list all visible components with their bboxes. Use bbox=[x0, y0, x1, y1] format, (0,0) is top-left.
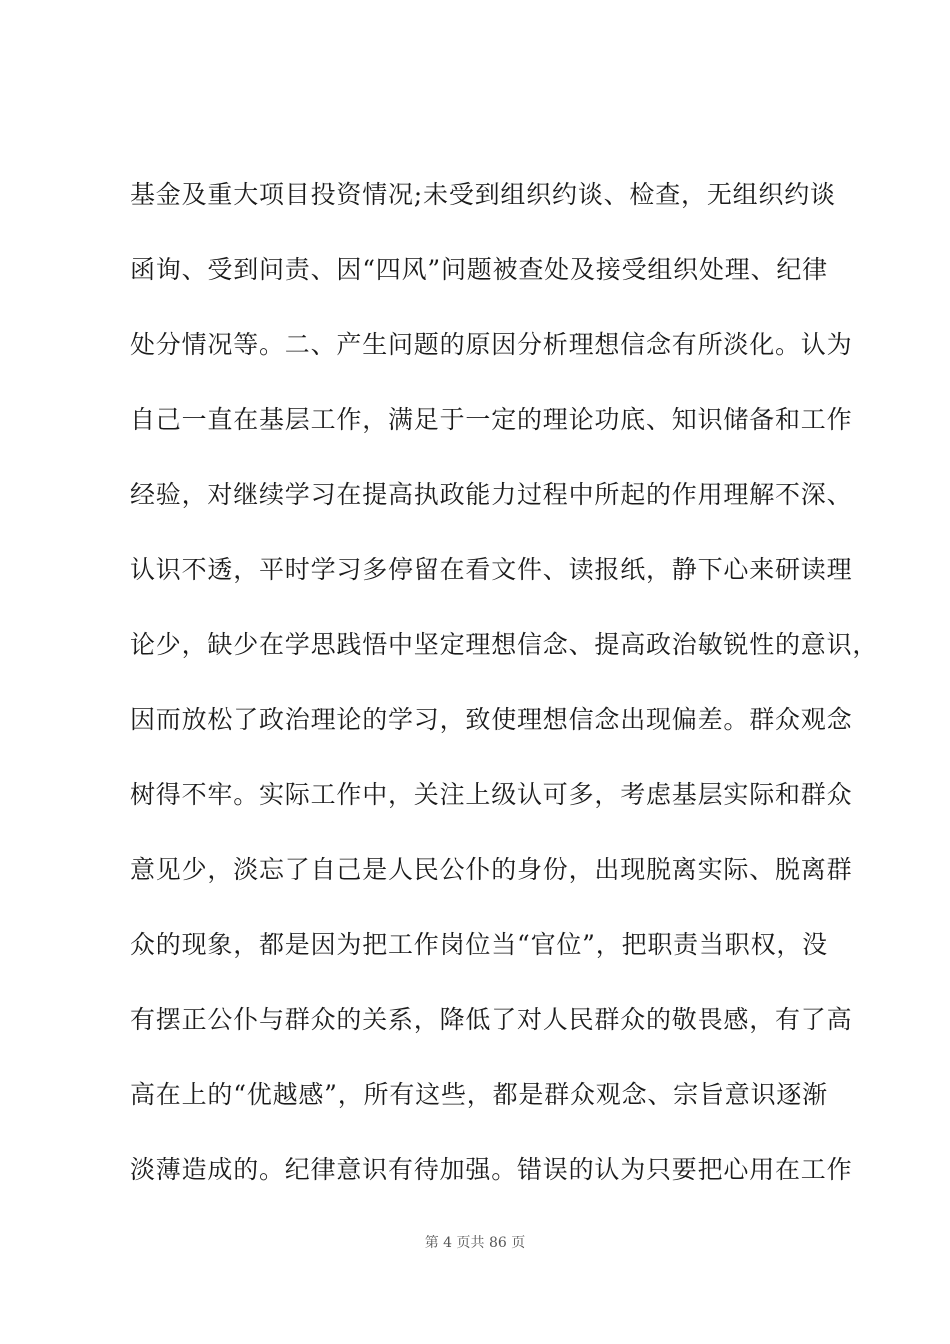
text-line: 有摆正公仆与群众的关系，降低了对人民群众的敬畏感，有了高 bbox=[130, 1005, 853, 1034]
body-text bbox=[130, 170, 879, 1220]
text-line: 处分情况等。二、产生问题的原因分析理想信念有所淡化。认为 bbox=[130, 330, 853, 359]
text-line: 自己一直在基层工作，满足于一定的理论功底、知识储备和工作 bbox=[130, 405, 853, 434]
text-line: 淡薄造成的。纪律意识有待加强。错误的认为只要把心用在工作 bbox=[130, 1155, 853, 1184]
text-line: 经验，对继续学习在提高执政能力过程中所起的作用理解不深、 bbox=[130, 480, 853, 509]
text-line: 高在上的“优越感”，所有这些，都是群众观念、宗旨意识逐渐 bbox=[130, 1080, 828, 1109]
text-line: 认识不透，平时学习多停留在看文件、读报纸，静下心来研读理 bbox=[130, 555, 853, 584]
text-line: 基金及重大项目投资情况;未受到组织约谈、检查，无组织约谈 bbox=[130, 180, 836, 209]
text-line: 树得不牢。实际工作中，关注上级认可多，考虑基层实际和群众 bbox=[130, 780, 853, 809]
page-number-footer: 第 4 页共 86 页 bbox=[424, 1235, 526, 1251]
text-line: 因而放松了政治理论的学习，致使理想信念出现偏差。群众观念 bbox=[130, 705, 853, 734]
text-line: 论少，缺少在学思践悟中坚定理想信念、提高政治敏锐性的意识， bbox=[130, 630, 879, 659]
text-line: 众的现象，都是因为把工作岗位当“官位”，把职责当职权，没 bbox=[130, 930, 828, 959]
text-line: 函询、受到问责、因“四风”问题被查处及接受组织处理、纪律 bbox=[130, 255, 828, 284]
text-line: 意见少，淡忘了自己是人民公仆的身份，出现脱离实际、脱离群 bbox=[130, 855, 853, 884]
